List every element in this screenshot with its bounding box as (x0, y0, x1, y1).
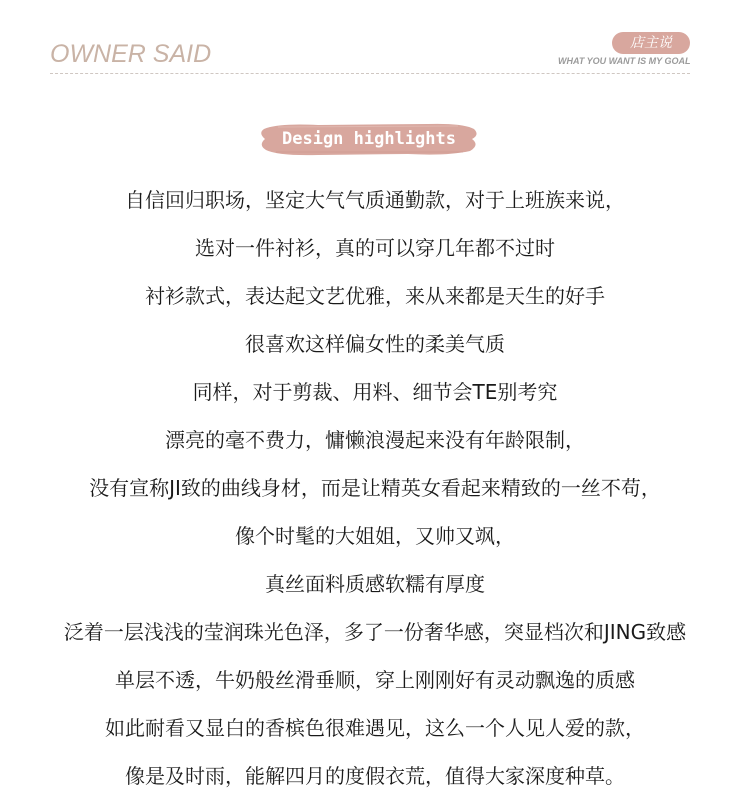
description-line: 像是及时雨，能解四月的度假衣荒，值得大家深度种草。 (125, 764, 625, 788)
tagline: WHAT YOU WANT IS MY GOAL (558, 56, 691, 66)
description-line: 同样，对于剪裁、用料、细节会TE别考究 (192, 380, 558, 404)
description-line: 衬衫款式，表达起文艺优雅，来从来都是天生的好手 (145, 284, 605, 308)
header-divider (50, 73, 690, 74)
owner-said-title: OWNER SAID (50, 40, 212, 68)
description-line: 漂亮的毫不费力，慵懒浪漫起来没有年龄限制， (165, 428, 585, 452)
description-line: 泛着一层浅浅的莹润珠光色泽，多了一份奢华感，突显档次和JING致感 (63, 620, 687, 644)
description-line: 没有宣称JI致的曲线身材，而是让精英女看起来精致的一丝不苟， (89, 476, 661, 500)
owner-said-header (0, 0, 750, 80)
description-line: 单层不透，牛奶般丝滑垂顺，穿上刚刚好有灵动飘逸的质感 (115, 668, 635, 692)
description-line: 像个时髦的大姐姐，又帅又飒， (235, 524, 515, 548)
description-text (0, 188, 750, 800)
description-line: 真丝面料质感软糯有厚度 (265, 572, 485, 596)
design-highlights-heading: Design highlights (282, 129, 456, 149)
store-owner-badge: 店主说 (612, 32, 690, 54)
description-line: 自信回归职场，坚定大气气质通勤款，对于上班族来说， (125, 188, 625, 212)
description-line: 选对一件衬衫，真的可以穿几年都不过时 (195, 236, 555, 260)
description-line: 很喜欢这样偏女性的柔美气质 (245, 332, 505, 356)
description-line: 如此耐看又显白的香槟色很难遇见，这么一个人见人爱的款， (105, 716, 645, 740)
design-highlights-banner (258, 121, 480, 157)
